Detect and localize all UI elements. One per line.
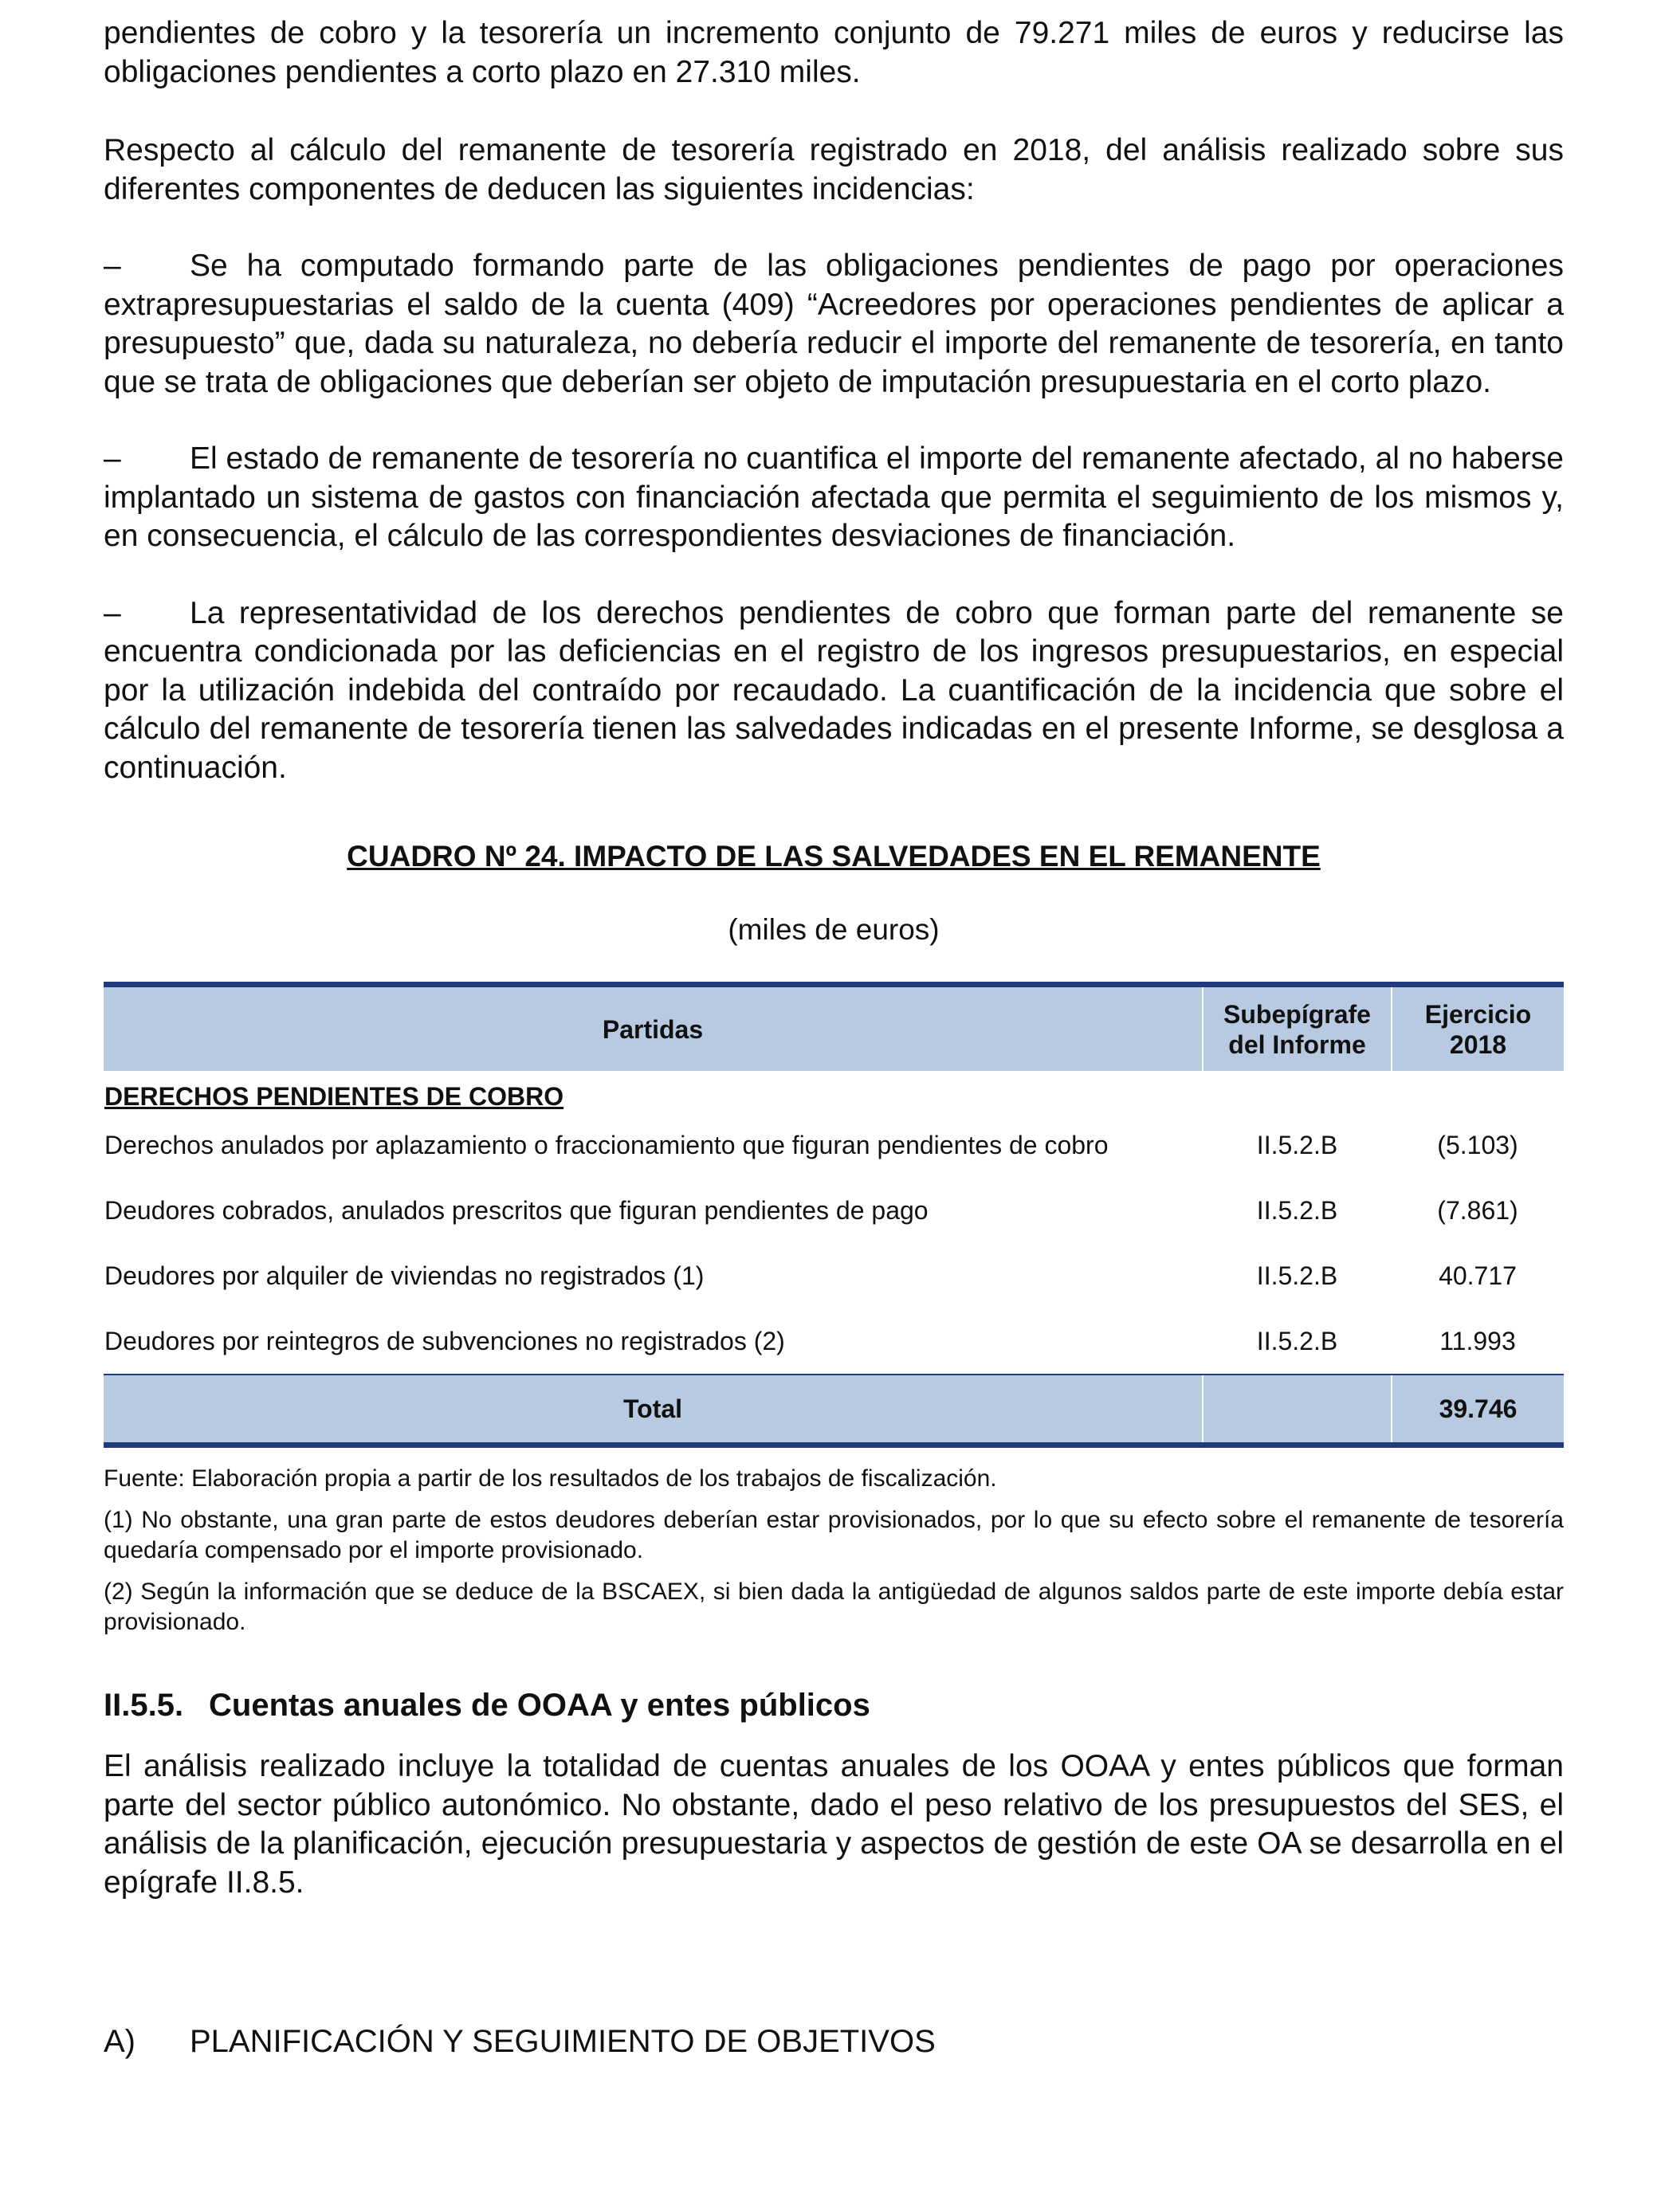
total-label: Total bbox=[104, 1375, 1203, 1445]
section-heading bbox=[104, 1685, 1564, 1725]
bullet-text: Se ha computado formando parte de las obligaciones pendientes de pago por operaciones extrapresupuestarias el saldo de la cuenta (409) “Acreedores por operaciones pendientes de aplicar a presupuesto” que, dada su naturaleza, no debería reducir el importe del remanente de tesorería, en tanto que se trata de obligaciones que deberían ser objeto de imputación presupuestaria en el corto plazo. bbox=[104, 249, 1564, 399]
bullet-item bbox=[104, 594, 1564, 788]
table-source: Fuente: Elaboración propia a partir de los resultados de los trabajos de fiscalización. bbox=[104, 1465, 997, 1492]
table-section-row bbox=[104, 1071, 1564, 1112]
cell-partida: Derechos anulados por aplazamiento o fraccionamiento que figuran pendientes de cobro bbox=[104, 1130, 1109, 1159]
table-header-row bbox=[104, 985, 1564, 1072]
footnote-1: (1) No obstante, una gran parte de estos deudores deberían estar provisionados, por lo que su efecto sobre el remanente de tesorería quedaría compensado por el importe provisionado. bbox=[104, 1507, 1564, 1563]
total-empty-cell bbox=[1203, 1375, 1392, 1445]
subheading-number: A) bbox=[104, 2024, 135, 2059]
table-total-row bbox=[104, 1375, 1564, 1445]
cell-valor: (5.103) bbox=[1437, 1130, 1518, 1159]
cell-valor: (7.861) bbox=[1437, 1195, 1518, 1225]
remanente-table bbox=[104, 982, 1564, 1448]
bullet-item bbox=[104, 247, 1564, 402]
table-row bbox=[104, 1308, 1564, 1375]
header-subepigrafe: Subepígrafe del Informe bbox=[1203, 985, 1392, 1072]
dash-bullet: – bbox=[104, 595, 121, 630]
footnote-2: (2) Según la información que se deduce de la BSCAEX, si bien dada la antigüedad de algunos saldos parte de este importe debía estar provisionado. bbox=[104, 1579, 1564, 1635]
table-row bbox=[104, 1243, 1564, 1308]
bullet-text: La representatividad de los derechos pendientes de cobro que forman parte del remanente se encuentra condicionada por las deficiencias en el registro de los ingresos presupuestarios, en especial por la utilización indebida del contraído por recaudado. La cuantificación de la incidencia que sobre el cálculo del remanente de tesorería tienen las salvedades indicadas en el presente Informe, se desglosa a continuación. bbox=[104, 595, 1564, 785]
table-row bbox=[104, 1112, 1564, 1178]
cell-partida: Deudores por alquiler de viviendas no registrados (1) bbox=[104, 1261, 705, 1290]
cell-subepigrafe: II.5.2.B bbox=[1256, 1195, 1338, 1225]
table-subtitle: (miles de euros) bbox=[728, 913, 940, 946]
header-ejercicio: Ejercicio 2018 bbox=[1392, 985, 1564, 1072]
table-row bbox=[104, 1178, 1564, 1243]
header-partidas: Partidas bbox=[104, 985, 1203, 1072]
total-value: 39.746 bbox=[1392, 1375, 1564, 1445]
table-title: CUADRO Nº 24. IMPACTO DE LAS SALVEDADES EN EL REMANENTE bbox=[347, 840, 1321, 873]
paragraph-intro: Respecto al cálculo del remanente de tesorería registrado en 2018, del análisis realizado sobre sus diferentes componentes de deducen las siguientes incidencias: bbox=[104, 133, 1564, 206]
bullet-text: El estado de remanente de tesorería no cuantifica el importe del remanente afectado, al no haberse implantado un sistema de gastos con financiación afectada que permita el seguimiento de los mismos y, en consecuencia, el cálculo de las correspondientes desviaciones de financiación. bbox=[104, 441, 1564, 553]
cell-partida: Deudores por reintegros de subvenciones no registrados (2) bbox=[104, 1326, 785, 1355]
cell-subepigrafe: II.5.2.B bbox=[1256, 1130, 1338, 1159]
cell-partida: Deudores cobrados, anulados prescritos que figuran pendientes de pago bbox=[104, 1195, 929, 1225]
section-number: II.5.5. bbox=[104, 1688, 184, 1723]
section-title: Cuentas anuales de OOAA y entes públicos bbox=[209, 1688, 870, 1723]
cell-valor: 11.993 bbox=[1439, 1326, 1516, 1355]
cell-subepigrafe: II.5.2.B bbox=[1256, 1261, 1338, 1290]
bullet-item bbox=[104, 440, 1564, 556]
paragraph-top: pendientes de cobro y la tesorería un incremento conjunto de 79.271 miles de euros y reducirse las obligaciones pendientes a corto plazo en 27.310 miles. bbox=[104, 16, 1564, 89]
section-label: DERECHOS PENDIENTES DE COBRO bbox=[104, 1082, 564, 1111]
subheading bbox=[104, 2022, 1564, 2061]
section-paragraph: El análisis realizado incluye la totalidad de cuentas anuales de los OOAA y entes públicos que forman parte del sector público autonómico. No obstante, dado el peso relativo de los presupuestos del SES, el análisis de la planificación, ejecución presupuestaria y aspectos de gestión de este OA se desarrolla en el epígrafe II.8.5. bbox=[104, 1749, 1564, 1900]
document-page bbox=[104, 14, 1564, 2061]
dash-bullet: – bbox=[104, 441, 121, 476]
subheading-title: PLANIFICACIÓN Y SEGUIMIENTO DE OBJETIVOS bbox=[190, 2024, 936, 2059]
cell-subepigrafe: II.5.2.B bbox=[1256, 1326, 1338, 1355]
dash-bullet: – bbox=[104, 249, 121, 283]
cell-valor: 40.717 bbox=[1439, 1261, 1517, 1290]
